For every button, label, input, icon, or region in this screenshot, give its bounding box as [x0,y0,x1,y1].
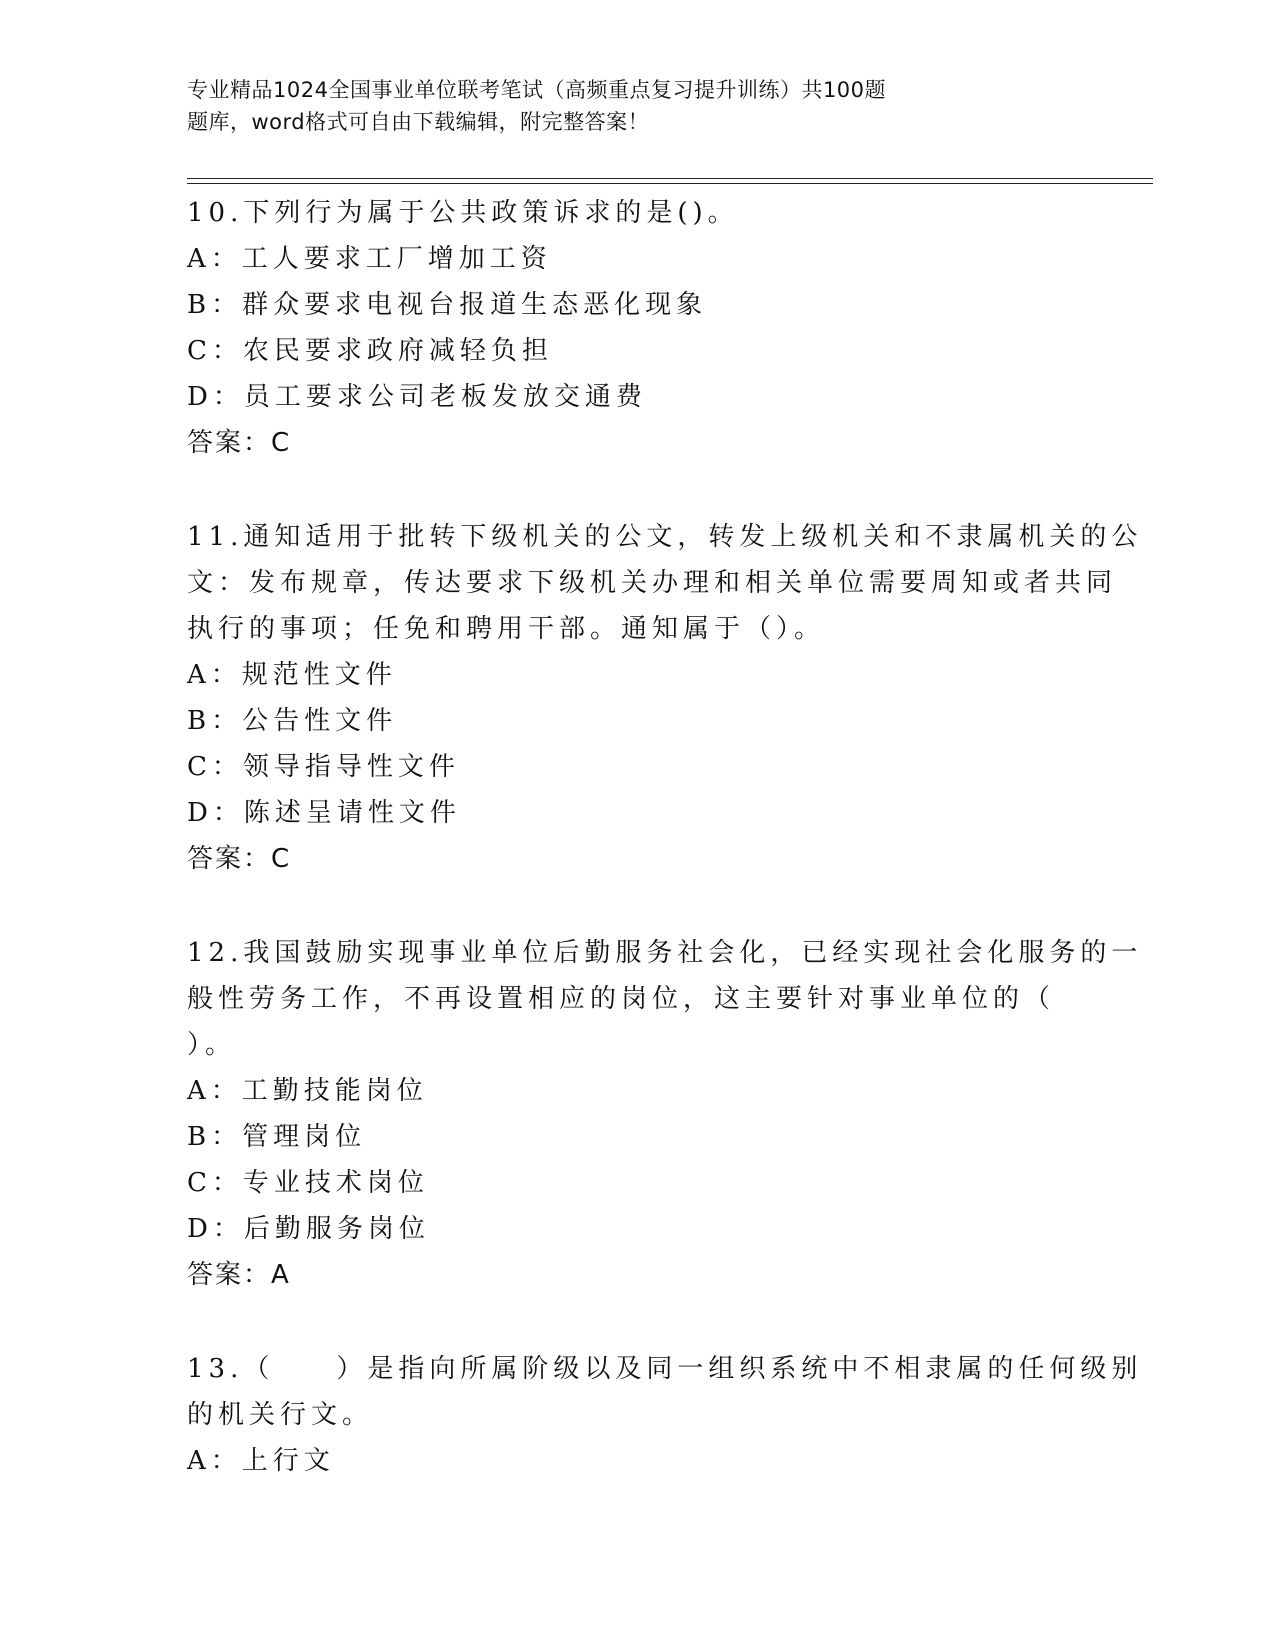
option-a: A：规范性文件 [187,660,397,690]
option-a: A：工人要求工厂增加工资 [187,244,552,274]
document-header [187,74,1087,138]
header-divider-top [187,178,1153,179]
question-stem: 文：发布规章，传达要求下级机关办理和相关单位需要周知或者共同 [187,568,1118,598]
question-stem: 13.（ ）是指向所属阶级以及同一组织系统中不相隶属的任何级别 [187,1354,1143,1384]
question-block [187,190,1087,466]
question-stem: 11.通知适用于批转下级机关的公文，转发上级机关和不隶属机关的公 [187,522,1143,552]
header-line-1: 专业精品1024全国事业单位联考笔试（高频重点复习提升训练）共100题 [187,78,887,102]
option-d: D：后勤服务岗位 [187,1214,430,1244]
option-d: D：员工要求公司老板发放交通费 [187,382,647,412]
option-a: A：上行文 [187,1446,335,1476]
question-stem: 12.我国鼓励实现事业单位后勤服务社会化，已经实现社会化服务的一 [187,938,1143,968]
header-divider-bottom [187,183,1153,184]
option-b: B：管理岗位 [187,1122,367,1152]
question-stem: 般性劳务工作，不再设置相应的岗位，这主要针对事业单位的（ [187,984,1056,1014]
option-c: C：领导指导性文件 [187,752,460,782]
option-b: B：公告性文件 [187,706,398,736]
question-stem: 10.下列行为属于公共政策诉求的是()。 [187,198,739,228]
option-a: A：工勤技能岗位 [187,1076,428,1106]
option-d: D：陈述呈请性文件 [187,798,461,828]
question-block [187,514,1143,882]
answer-line: 答案：A [187,1260,291,1290]
option-c: C：专业技术岗位 [187,1168,429,1198]
option-b: B：群众要求电视台报道生态恶化现象 [187,290,708,320]
option-c: C：农民要求政府减轻负担 [187,336,553,366]
question-block [187,1346,1143,1484]
answer-line: 答案：C [187,428,292,458]
question-stem: ）。 [187,1030,237,1060]
answer-line: 答案：C [187,844,292,874]
header-line-2: 题库，word格式可自由下载编辑，附完整答案！ [187,110,650,134]
question-list [187,190,1143,1484]
question-stem: 的机关行文。 [187,1400,374,1430]
question-block [187,930,1143,1298]
question-stem: 执行的事项；任免和聘用干部。通知属于（）。 [187,614,826,644]
